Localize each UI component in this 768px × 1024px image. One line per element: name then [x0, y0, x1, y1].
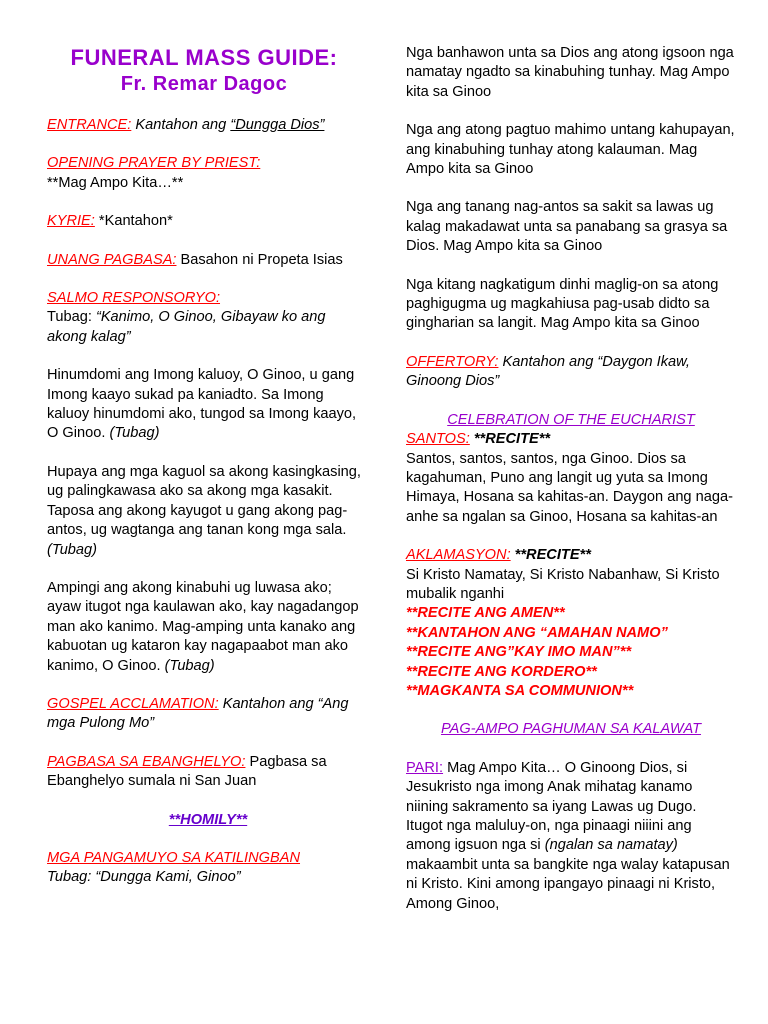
- santos-section: [406, 430, 736, 449]
- unang-pagbasa-text: Basahon ni Propeta Isias: [176, 251, 343, 268]
- right-column: [406, 44, 736, 914]
- offertory-text: Kantahon ang “Daygon Ikaw, Ginoong Dios”: [406, 353, 690, 390]
- tubag-tag: (Tubag): [47, 541, 98, 558]
- pagbasa-ebanghelyo-section: [47, 753, 369, 792]
- entrance-song: “Dungga Dios”: [230, 117, 325, 133]
- salmo-section: [47, 289, 369, 308]
- salmo-label: SALMO RESPONSORYO:: [47, 290, 221, 307]
- document-subtitle: Fr. Remar Dagoc: [120, 73, 288, 95]
- pangamuyo-label: MGA PANGAMUYO SA KATILINGBAN: [47, 849, 301, 866]
- left-column: [47, 0, 369, 888]
- document-title: FUNERAL MASS GUIDE:: [70, 45, 338, 70]
- homily-label: **HOMILY**: [168, 811, 248, 828]
- kantahon-amahan: **KANTAHON ANG “AMAHAN NAMO”: [406, 624, 668, 641]
- psalm-verse-1: [47, 366, 369, 444]
- pari-italic: (ngalan sa namatay): [544, 837, 678, 854]
- opening-prayer-text: **Mag Ampo Kita…**: [47, 174, 184, 191]
- unang-pagbasa-section: [47, 251, 369, 270]
- psalm-verse-3: [47, 579, 369, 676]
- aklamasyon-recite: **RECITE**: [510, 547, 591, 564]
- aklamasyon-label: AKLAMASYON:: [406, 547, 511, 564]
- recite-kay-imo: **RECITE ANG”KAY IMO MAN”**: [406, 644, 632, 661]
- unang-pagbasa-label: UNANG PAGBASA:: [47, 251, 177, 268]
- pangamuyo-section: [47, 849, 369, 868]
- salmo-response: [47, 308, 369, 347]
- opening-prayer-section: [47, 154, 369, 173]
- pag-ampo-heading: [406, 720, 736, 739]
- salmo-response-text: “Kanimo, O Ginoo, Gibayaw ko ang akong kalag”: [47, 309, 326, 345]
- recite-amen: **RECITE ANG AMEN**: [406, 605, 565, 622]
- opening-prayer-label: OPENING PRAYER BY PRIEST:: [47, 155, 261, 172]
- psalm-verse-1-text: Hinumdomi ang Imong kaluoy, O Ginoo, u gang Imong kaayo sukad pa kaniadto. Sa Imong kaluoy hinumdomi ako, tungod sa Imong kaayo, O Ginoo.: [47, 367, 357, 442]
- celebration-label: CELEBRATION OF THE EUCHARIST: [447, 411, 695, 428]
- kyrie-label: KYRIE:: [47, 213, 95, 230]
- tubag-tag: (Tubag): [164, 657, 215, 674]
- entrance-text: Kantahon ang: [131, 117, 231, 133]
- petition-1: Nga banhawon unta sa Dios ang atong igsoon nga namatay ngadto sa kinabuhing tunhay. Mag Ampo kita sa Ginoo: [406, 45, 734, 100]
- entrance-section: [47, 116, 369, 135]
- kyrie-text: *Kantahon*: [94, 213, 173, 230]
- aklamasyon-text: Si Kristo Namatay, Si Kristo Nabanhaw, Si Kristo mubalik nganhi: [406, 566, 720, 602]
- pangamuyo-tubag: Tubag: “Dungga Kami, Ginoo”: [47, 869, 241, 886]
- petition-2: Nga ang atong pagtuo mahimo untang kahupayan, ang kinabuhing tunhay atong kalauman. Mag Ampo kita sa Ginoo: [406, 122, 735, 178]
- gospel-acclamation-label: GOSPEL ACCLAMATION:: [47, 695, 219, 712]
- kyrie-section: [47, 212, 369, 231]
- psalm-verse-3-text: Ampingi ang akong kinabuhi ug luwasa ako; ayaw itugot nga kaulawan ako, kay nagadangop man ako kanimo. Mag-amping unta kanako ang kabuotan ug kataron kay nagapaabot man ako kanimo, O Ginoo.: [47, 579, 359, 674]
- gospel-acclamation-section: [47, 695, 369, 734]
- gospel-acclamation-text: Kantahon ang “Ang mga Pulong Mo”: [47, 695, 349, 732]
- pari-label: PARI:: [406, 759, 444, 776]
- entrance-label: ENTRANCE:: [47, 117, 132, 133]
- pag-ampo-label: PAG-AMPO PAGHUMAN SA KALAWAT: [440, 721, 702, 738]
- tubag-tag: (Tubag): [109, 425, 160, 442]
- magkanta-communion: **MAGKANTA SA COMMUNION**: [406, 682, 634, 699]
- offertory-section: [406, 353, 736, 392]
- homily-heading: [47, 811, 369, 830]
- psalm-verse-2-text: Hupaya ang mga kaguol sa akong kasingkasing, ug palingkawasa ako sa akong mga kasakit. Taposa ang akong kayugot u gang akong pag-antos, ug wagtanga ang tanan kong mga sala.: [47, 463, 361, 539]
- pari-section: [406, 759, 736, 914]
- santos-text: Santos, santos, santos, nga Ginoo. Dios sa kagahuman, Puno ang langit ug yuta sa Imong Himaya, Hosana sa kahitas-an. Daygon ang naga-anhe sa ngalan sa Ginoo, Hosana sa kahitas-an: [406, 450, 733, 525]
- santos-recite: **RECITE**: [469, 431, 551, 448]
- pagbasa-ebanghelyo-text: Pagbasa sa Ebanghelyo sumala ni San Juan: [47, 753, 327, 790]
- pari-text-2: makaambit unta sa bangkite nga walay katapusan ni Kristo. Kini among ipangayo pinaagi ni Kristo, Among Ginoo,: [406, 856, 730, 912]
- salmo-tubag: Tubag:: [47, 309, 96, 326]
- santos-label: SANTOS:: [406, 431, 470, 448]
- pagbasa-ebanghelyo-label: PAGBASA SA EBANGHELYO:: [47, 753, 246, 770]
- offertory-label: OFFERTORY:: [406, 353, 499, 370]
- celebration-heading: [406, 411, 736, 430]
- psalm-verse-2: [47, 463, 369, 560]
- petition-3: Nga ang tanang nag-antos sa sakit sa lawas ug kalag makadawat unta sa panabang sa grasya sa Dios. Mag Ampo kita sa Ginoo: [406, 199, 728, 255]
- recite-kordero: **RECITE ANG KORDERO**: [406, 663, 597, 680]
- petition-4: Nga kitang nagkatigum dinhi maglig-on sa atong paghigugma ug magkahiusa pag-usab didto sa gingharian sa langit. Mag Ampo kita sa Ginoo: [406, 276, 719, 332]
- pari-text-1: Mag Ampo Kita… O Ginoong Dios, si Jesukristo nga imong Anak mihatag kanamo niining sakramento sa iyang Lawas ug Dugo. Itugot nga maluluy-on, nga pinaagi niiini ang among igsuon nga si: [406, 759, 697, 854]
- aklamasyon-section: [406, 546, 736, 565]
